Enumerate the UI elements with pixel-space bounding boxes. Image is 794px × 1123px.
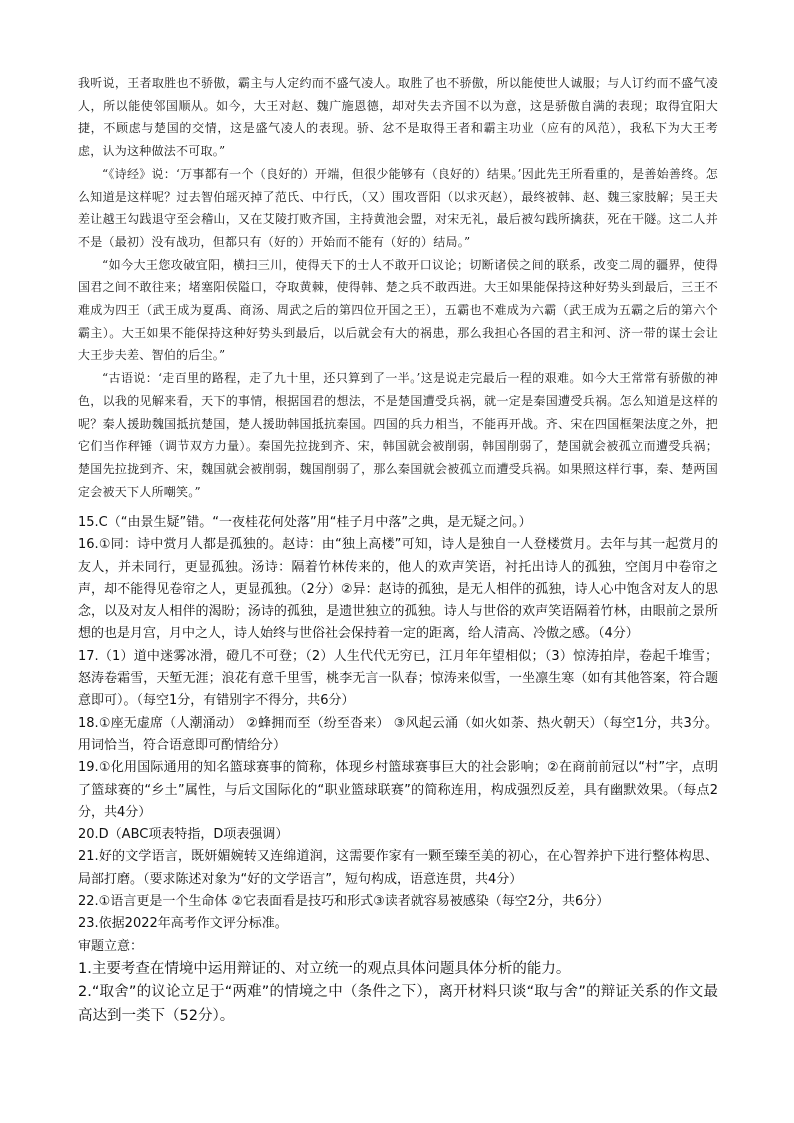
translation-section	[78, 72, 718, 503]
translation-paragraph-2: “《诗经》说：‘万事都有一个（良好的）开端，但很少能够有（良好的）结果。’因此先王所看重的，是善始善终。怎么知道是这样呢？过去智伯瑶灭掉了范氏、中行氏，（又）围攻晋阳（以求灭赵），最终被韩、赵、魏三家肢解；吴王夫差让越王勾践退守至会稽山，又在艾陵打败齐国，主持黄池会盟，对宋无礼，最后被勾践所擒获，死在干隧。这二人并不是（最初）没有战功，但都只有（好的）开始而不能有（好的）结局。”	[78, 166, 718, 249]
answer-19: 19.①化用国际通用的知名篮球赛事的简称，体现乡村篮球赛事巨大的社会影响；②在商前前冠以“村”字，点明了篮球赛的“乡土”属性，与后文国际化的“职业篮球联赛”的简称连用，构成强烈反差，具有幽默效果。（每点2分，共4分）	[78, 760, 718, 820]
answer-22: 22.①语言更是一个生命体 ②它表面看是技巧和形式③读者就容易被感染（每空2分，共6分）	[78, 894, 610, 910]
answer-section	[78, 512, 718, 1028]
answer-20: 20.D（ABC项表特指，D项表强调）	[78, 827, 289, 843]
answer-17: 17.（1）道中迷雾冰滑，磴几不可登；（2）人生代代无穷已，江月年年望相似；（3）惊涛拍岸，卷起千堆雪；怒涛卷霜雪，天堑无涯；浪花有意千里雪，桃李无言一队春；惊涛来似雪，一坐凛生寒（如有其他答案，符合题意即可）。（每空1分，有错别字不得分，共6分）	[78, 648, 718, 709]
translation-paragraph-4: “古语说：‘走百里的路程，走了九十里，还只算到了一半。’这是说走完最后一程的艰难。如今大王常常有骄傲的神色，以我的见解来看，天下的事情，根据国君的想法，不是楚国遭受兵祸，就一定是秦国遭受兵祸。怎么知道是这样的呢？秦人援助魏国抵抗楚国，楚人援助韩国抵抗秦国。四国的兵力相当，不能再开战。齐、宋在四国框架法度之外，把它们当作秤锤（调节双方力量）。秦国先拉拢到齐、宋，韩国就会被削弱，韩国削弱了，楚国就会被孤立而遭受兵祸；楚国先拉拢到齐、宋，魏国就会被削弱，魏国削弱了，那么秦国就会被孤立而遭受兵祸。如果照这样行事，秦、楚两国定会被天下人所嘲笑。”	[78, 371, 718, 499]
translation-paragraph-1: 我听说，王者取胜也不骄傲，霸主与人定约而不盛气凌人。取胜了也不骄傲，所以能使世人诚服；与人订约而不盛气凌人，所以能使邻国顺从。如今，大王对赵、魏广施恩德，却对失去齐国不以为意，这是骄傲自满的表现；取得宜阳大捷，不顾虑与楚国的交情，这是盛气凌人的表现。骄、忿不是取得王者和霸主功业（应有的风范），我私下为大王考虑，认为这种做法不可取。”	[78, 76, 718, 159]
answer-21: 21.好的文学语言，既妍媚婉转又连绵道润，这需要作家有一颗至臻至美的初心，在心智养护下进行整体构思、局部打磨。（要求陈述对象为“好的文学语言”，短句构成，语意连贯，共4分）	[78, 849, 718, 887]
analysis-heading: 审题立意：	[78, 938, 144, 954]
answer-16: 16.①同：诗中赏月人都是孤独的。赵诗：由“独上高楼”可知，诗人是独自一人登楼赏月。去年与其一起赏月的友人，并未同行，更显孤独。汤诗：隔着竹林传来的，他人的欢声笑语，衬托出诗人的孤独，空闺月中卷帘之声，却不能得见卷帘之人，更显孤独。（2分）②异：赵诗的孤独，是无人相伴的孤独，诗人心中饱含对友人的思念，以及对友人相伴的渴盼；汤诗的孤独，是遗世独立的孤独。诗人与世俗的欢声笑语隔着竹林，由眼前之景所想的也是月宫，月中之人，诗人始终与世俗社会保持着一定的距离，给人清高、冷傲之感。（4分）	[78, 537, 718, 642]
answer-23: 23.依据2022年高考作文评分标准。	[78, 916, 288, 932]
answer-15: 15.C（“由景生疑”错。“一夜桂花何处落”用“桂子月中落”之典，是无疑之问。）	[78, 515, 532, 530]
analysis-point-1: 1.主要考查在情境中运用辩证的、对立统一的观点具体问题具体分析的能力。	[78, 960, 571, 977]
answer-18: 18.①座无虚席（人潮涌动） ②蜂拥而至（纷至沓来） ③风起云涌（如火如荼、热火朝天）（每空1分，共3分。用词恰当，符合语意即可酌情给分）	[78, 715, 718, 753]
translation-paragraph-3: “如今大王您攻破宜阳，横扫三川，使得天下的士人不敢开口议论；切断诸侯之间的联系，改变二周的疆界，使得国君之间不敢往来；堵塞阳侯隘口，夺取黄棘，使得韩、楚之兵不敢西进。大王如果能保持这种好势头到最后，三王不难成为四王（武王成为夏禹、商汤、周武之后的第四位开国之王），五霸也不难成为六霸（武王成为五霸之后的第六个霸主）。大王如果不能保持这种好势头到最后，以后就会有大的祸患，那么我担心各国的君主和河、济一带的谋士会让大王步夫差、智伯的后尘。”	[78, 257, 718, 363]
analysis-point-2: 2.“取舍”的议论立足于“两难”的情境之中（条件之下），离开材料只谈“取与舍”的辩证关系的作文最高达到一类下（52分）。	[78, 984, 718, 1024]
